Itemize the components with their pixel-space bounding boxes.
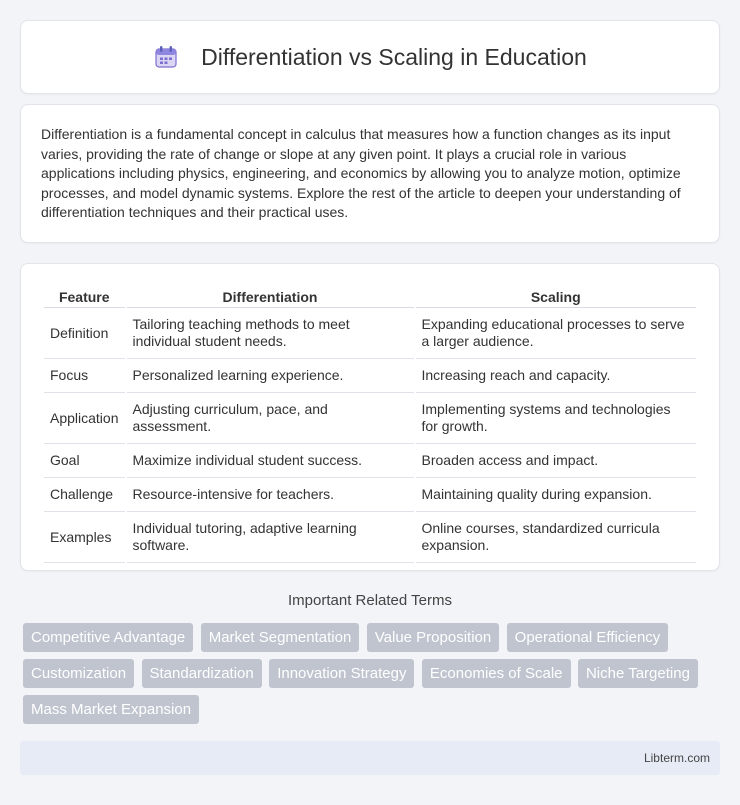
calendar-icon bbox=[153, 44, 179, 70]
title-card bbox=[20, 20, 720, 94]
row-scaling: Expanding educational processes to serve a larger audience. bbox=[416, 308, 697, 359]
column-header-differentiation: Differentiation bbox=[127, 284, 414, 308]
row-differentiation: Individual tutoring, adaptive learning software. bbox=[127, 512, 414, 563]
row-feature: Challenge bbox=[44, 478, 125, 512]
related-term-tag[interactable]: Competitive Advantage bbox=[23, 623, 193, 652]
related-term-tag[interactable]: Mass Market Expansion bbox=[23, 695, 199, 724]
row-differentiation: Maximize individual student success. bbox=[127, 444, 414, 478]
table-row bbox=[44, 308, 696, 359]
table-row bbox=[44, 393, 696, 444]
related-terms-heading: Important Related Terms bbox=[288, 592, 452, 609]
row-differentiation: Adjusting curriculum, pace, and assessment. bbox=[127, 393, 414, 444]
table-header-row bbox=[44, 284, 696, 308]
row-feature: Application bbox=[44, 393, 125, 444]
row-differentiation: Resource-intensive for teachers. bbox=[127, 478, 414, 512]
row-scaling: Implementing systems and technologies for growth. bbox=[416, 393, 697, 444]
table-row bbox=[44, 478, 696, 512]
row-differentiation: Tailoring teaching methods to meet individual student needs. bbox=[127, 308, 414, 359]
row-feature: Focus bbox=[44, 359, 125, 393]
row-differentiation: Personalized learning experience. bbox=[127, 359, 414, 393]
related-term-tag[interactable]: Standardization bbox=[142, 659, 262, 688]
column-header-scaling: Scaling bbox=[416, 284, 697, 308]
footer-site-link[interactable]: Libterm.com bbox=[643, 751, 710, 765]
related-term-tag[interactable]: Operational Efficiency bbox=[507, 623, 669, 652]
table-row bbox=[44, 444, 696, 478]
table-row bbox=[44, 359, 696, 393]
related-terms-list bbox=[23, 623, 723, 731]
related-term-tag[interactable]: Value Proposition bbox=[367, 623, 499, 652]
row-feature: Goal bbox=[44, 444, 125, 478]
related-term-tag[interactable]: Customization bbox=[23, 659, 134, 688]
related-term-tag[interactable]: Market Segmentation bbox=[201, 623, 360, 652]
table-row bbox=[44, 512, 696, 563]
row-scaling: Increasing reach and capacity. bbox=[416, 359, 697, 393]
page-title: Differentiation vs Scaling in Education bbox=[201, 43, 587, 70]
related-term-tag[interactable]: Niche Targeting bbox=[578, 659, 698, 688]
row-scaling: Online courses, standardized curricula expansion. bbox=[416, 512, 697, 563]
row-scaling: Maintaining quality during expansion. bbox=[416, 478, 697, 512]
comparison-table bbox=[42, 284, 698, 563]
row-feature: Examples bbox=[44, 512, 125, 563]
column-header-feature: Feature bbox=[44, 284, 125, 308]
intro-card bbox=[20, 104, 720, 243]
related-term-tag[interactable]: Innovation Strategy bbox=[269, 659, 414, 688]
row-feature: Definition bbox=[44, 308, 125, 359]
footer-bar bbox=[20, 741, 720, 775]
comparison-card bbox=[20, 263, 720, 571]
related-term-tag[interactable]: Economies of Scale bbox=[422, 659, 571, 688]
row-scaling: Broaden access and impact. bbox=[416, 444, 697, 478]
intro-paragraph: Differentiation is a fundamental concept in calculus that measures how a function changes as its input varies, providing the rate of change or slope at any given point. It plays a crucial role in various applications including physics, engineering, and economics by allowing you to analyze motion, optimize processes, and model dynamic systems. Explore the rest of the article to deepen your understanding of differentiation techniques and their practical uses. bbox=[41, 126, 681, 221]
